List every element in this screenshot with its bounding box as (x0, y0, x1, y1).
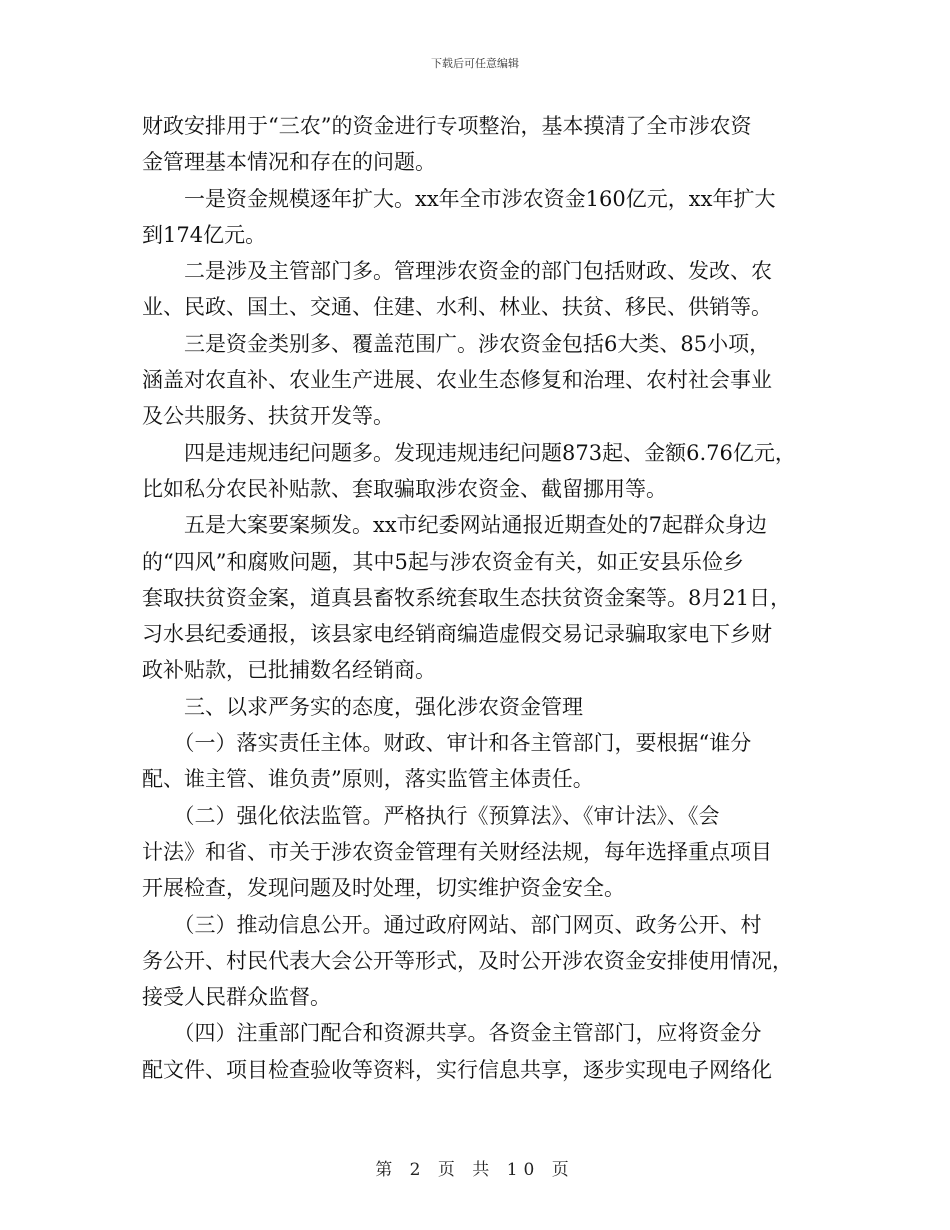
document-body (142, 108, 812, 1088)
text-line: 三是资金类别多、覆盖范围广。涉农资金包括6大类、85小项， (142, 331, 771, 356)
text-line: 接受人民群众监督。 (142, 985, 331, 1010)
text-line: 财政安排用于“三农”的资金进行专项整治，基本摸清了全市涉农资 (142, 114, 752, 138)
text-line: 配、谁主管、谁负责”原则，落实监管主体责任。 (142, 767, 594, 792)
text-line: 比如私分农民补贴款、套取骗取涉农资金、截留挪用等。 (142, 476, 667, 501)
text-line: （一）落实责任主体。财政、审计和各主管部门，要根据“谁分 (142, 731, 752, 756)
text-line: 及公共服务、扶贫开发等。 (142, 404, 394, 429)
text-line: （四）注重部门配合和资源共享。各资金主管部门，应将资金分 (142, 1021, 762, 1046)
page-header: 下载后可任意编辑 (431, 57, 519, 70)
text-line: 二是涉及主管部门多。管理涉农资金的部门包括财政、发改、农 (142, 259, 772, 284)
text-line: 金管理基本情况和存在的问题。 (142, 150, 436, 175)
text-line: 政补贴款，已批捕数名经销商。 (142, 658, 436, 683)
text-line: （三）推动信息公开。通过政府网站、部门网页、政务公开、村 (142, 912, 762, 937)
text-line: （二）强化依法监管。严格执行《预算法》、《审计法》、《会 (142, 803, 720, 828)
text-line: 开展检查，发现问题及时处理，切实维护资金安全。 (142, 876, 625, 901)
page-footer: 第 2 页 共 10 页 (375, 1160, 575, 1180)
text-line: 的“四风”和腐败问题，其中5起与涉农资金有关，如正安县乐俭乡 (142, 549, 744, 574)
text-line: 四是违规违纪问题多。发现违规违纪问题873起、金额6.76亿元， (142, 440, 796, 465)
text-line: 五是大案要案频发。xx市纪委网站通报近期查处的7起群众身边 (142, 513, 768, 538)
text-line: 到174亿元。 (142, 222, 267, 247)
text-line: 务公开、村民代表大会公开等形式，及时公开涉农资金安排使用情况， (142, 948, 793, 973)
text-line: 计法》和省、市关于涉农资金管理有关财经法规，每年选择重点项目 (142, 839, 772, 864)
text-line: 业、民政、国土、交通、住建、水利、林业、扶贫、移民、供销等。 (142, 295, 772, 320)
section-heading: 三、以求严务实的态度，强化涉农资金管理 (142, 694, 583, 719)
text-line: 配文件、项目检查验收等资料，实行信息共享，逐步实现电子网络化 (142, 1057, 772, 1082)
text-line: 套取扶贫资金案，道真县畜牧系统套取生态扶贫资金案等。8月21日， (142, 585, 792, 610)
text-line: 一是资金规模逐年扩大。xx年全市涉农资金160亿元，xx年扩大 (142, 186, 776, 211)
text-line: 习水县纪委通报，该县家电经销商编造虚假交易记录骗取家电下乡财 (142, 622, 772, 647)
text-line: 涵盖对农直补、农业生产进展、农业生态修复和治理、农村社会事业 (142, 368, 772, 393)
